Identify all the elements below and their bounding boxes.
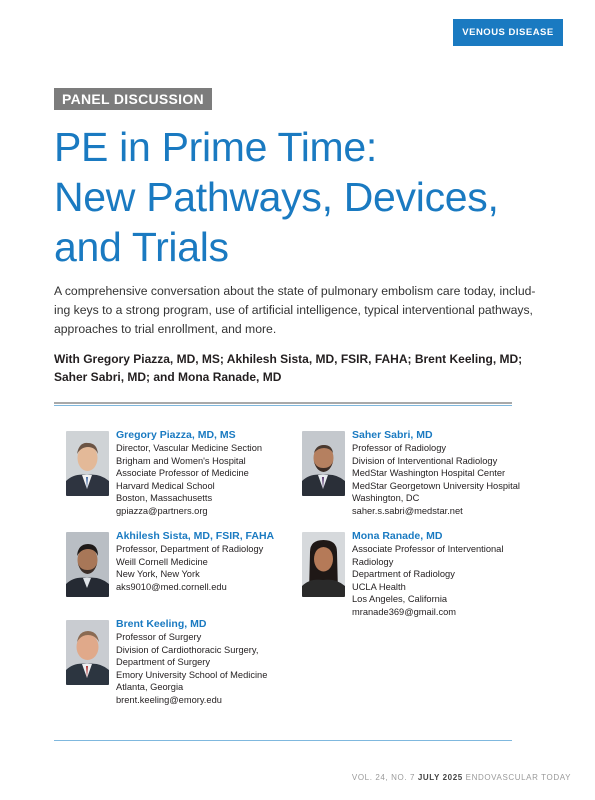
panelist-detail: Radiology	[352, 556, 394, 567]
divider	[54, 740, 512, 741]
portrait-photo	[302, 431, 345, 496]
panelist-detail: UCLA Health	[352, 581, 406, 592]
panelist-name: Akhilesh Sista, MD, FSIR, FAHA	[116, 530, 275, 542]
panelist-detail: Professor, Department of Radiology	[116, 544, 264, 554]
panelist-name: Brent Keeling, MD	[116, 618, 207, 630]
page-footer	[352, 773, 571, 782]
byline-line: Saher Sabri, MD; and Mona Ranade, MD	[54, 370, 282, 384]
footer-publication: ENDOVASCULAR TODAY	[465, 773, 571, 782]
panelist-name: Mona Ranade, MD	[352, 530, 443, 542]
panelist-detail: New York, New York	[116, 569, 200, 580]
panelist-detail: Los Angeles, California	[352, 594, 448, 605]
portrait-photo	[302, 532, 345, 597]
intro-line: A comprehensive conversation about the state of pulmonary embolism care today, includ-	[54, 284, 536, 298]
divider	[54, 405, 512, 406]
title-line: New Pathways, Devices,	[54, 174, 499, 220]
intro-line: ing keys to a strong program, use of artificial intelligence, typical interventional pathways,	[54, 303, 533, 317]
byline-line: With Gregory Piazza, MD, MS; Akhilesh Sista, MD, FSIR, FAHA; Brent Keeling, MD;	[54, 352, 523, 366]
panelist-name: Saher Sabri, MD	[352, 429, 433, 441]
panelist-detail: Brigham and Women's Hospital	[116, 455, 246, 466]
panelist-email[interactable]: aks9010@med.cornell.edu	[116, 581, 227, 592]
portrait-photo	[66, 532, 109, 597]
footer-issue: VOL. 24, NO. 7	[351, 773, 415, 782]
panelist-detail: Boston, Massachusetts	[116, 493, 213, 504]
panelist-detail: Director, Vascular Medicine Section	[116, 443, 263, 453]
title-line: PE in Prime Time:	[54, 124, 377, 170]
panelist-detail: MedStar Georgetown University Hospital	[352, 480, 520, 491]
panelist-detail: Professor of Radiology	[352, 443, 447, 453]
panelist-name: Gregory Piazza, MD, MS	[116, 429, 236, 441]
panelist-detail: Associate Professor of Interventional	[352, 544, 504, 554]
panelist-detail: Emory University School of Medicine	[116, 669, 268, 680]
byline	[54, 350, 564, 386]
article-title	[54, 122, 574, 272]
panelist-detail: Weill Cornell Medicine	[116, 556, 208, 567]
panelist-detail: Department of Surgery	[116, 657, 211, 668]
panelist-box	[54, 418, 520, 718]
panelist-detail: Harvard Medical School	[116, 480, 215, 491]
panelist-detail: Associate Professor of Medicine	[116, 468, 249, 479]
panelist-detail: Atlanta, Georgia	[116, 682, 184, 693]
title-line: and Trials	[54, 224, 229, 270]
panelist-email[interactable]: gpiazza@partners.org	[116, 505, 208, 516]
panelist-detail: Division of Cardiothoracic Surgery,	[116, 644, 259, 655]
panelist-email[interactable]: mranade369@gmail.com	[352, 606, 457, 617]
portrait-photo	[66, 431, 109, 496]
panelist-detail: Department of Radiology	[352, 569, 455, 580]
panelist-email[interactable]: saher.s.sabri@medstar.net	[352, 505, 463, 516]
panelist-detail: Professor of Surgery	[116, 632, 202, 642]
panelist-detail: Washington, DC	[352, 493, 420, 504]
footer-date: JULY 2025	[417, 773, 463, 782]
panelist-email[interactable]: brent.keeling@emory.edu	[116, 694, 222, 705]
panelist-detail: MedStar Washington Hospital Center	[352, 468, 506, 479]
section-tab: VENOUS DISEASE	[453, 19, 563, 46]
article-intro	[54, 282, 554, 339]
intro-line: approaches to trial enrollment, and more.	[54, 322, 277, 336]
divider	[54, 402, 512, 404]
portrait-photo	[66, 620, 109, 685]
panel-discussion-label: PANEL DISCUSSION	[54, 88, 212, 110]
panelist-detail: Division of Interventional Radiology	[352, 455, 498, 466]
